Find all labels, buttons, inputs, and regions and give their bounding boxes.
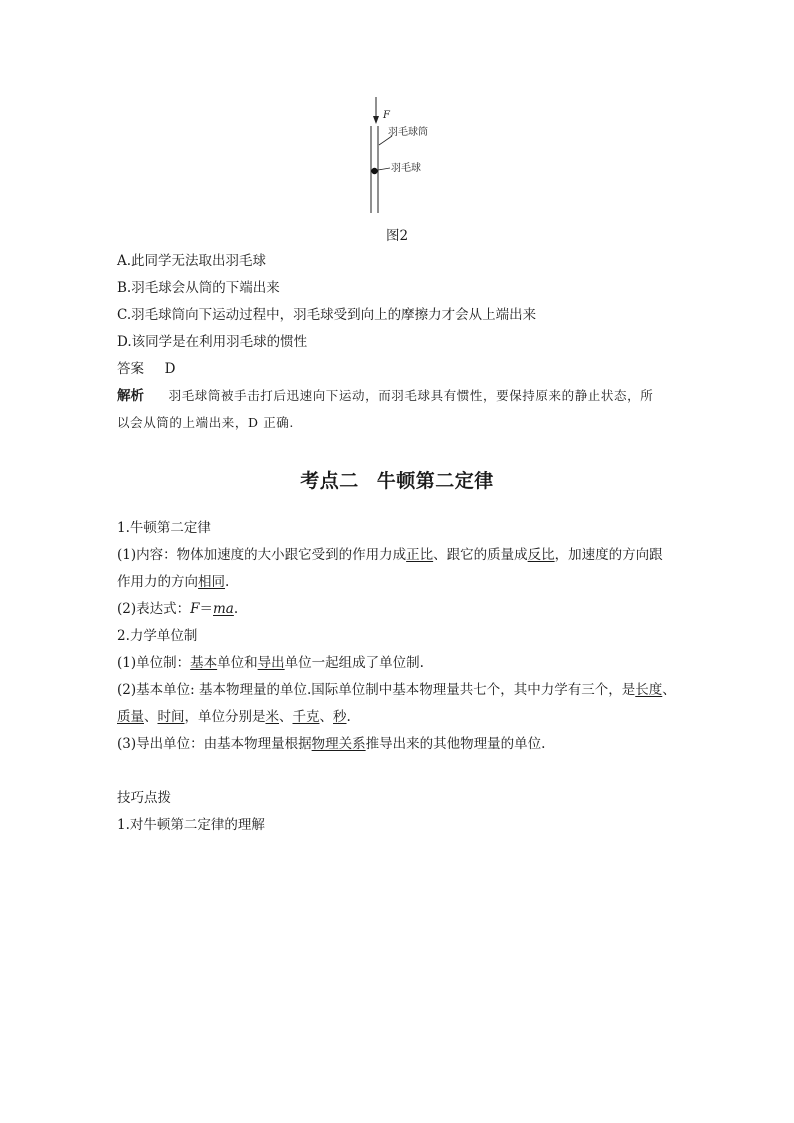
section-title [0, 466, 794, 493]
option-c: C.羽毛球筒向下运动过程中，羽毛球受到向上的摩擦力才会从上端出来 [117, 307, 537, 323]
item1-formula [117, 599, 238, 619]
blank-answer: 相同 [198, 574, 225, 590]
text-span: 、 [144, 709, 158, 725]
text-span: 作用力的方向 [117, 574, 198, 590]
text-span: 、跟它的质量成 [433, 547, 528, 563]
formula-symbol: ＝ [199, 601, 213, 617]
option-b: B.羽毛球会从筒的下端出来 [117, 280, 280, 296]
section-name: 牛顿第二定律 [376, 470, 494, 492]
text-span: . [346, 709, 351, 725]
force-arrow-head [373, 116, 379, 124]
text-span: (2)基本单位: 基本物理量的单位.国际单位制中基本物理量共七个，其中力学有三个，是 [117, 682, 636, 698]
text-span: 、 [319, 709, 333, 725]
option-a: A.此同学无法取出羽毛球 [117, 253, 267, 269]
answer-label: 答案 [117, 361, 144, 377]
text-span: ，单位分别是 [184, 709, 266, 725]
formula-symbol: F [190, 601, 200, 617]
text-span: (3)导出单位：由基本物理量根据 [117, 736, 312, 752]
text-span: . [225, 574, 230, 590]
blank-answer: ma [213, 601, 234, 617]
item2-line2 [117, 680, 676, 700]
text-span: 、 [279, 709, 293, 725]
shuttlecock-dot [371, 168, 377, 174]
item2-line4 [117, 734, 545, 754]
item2-title: 2.力学单位制 [117, 628, 198, 644]
blank-answer: 时间 [157, 709, 185, 725]
analysis-text-2: 以会从筒的上端出来，D 正确. [117, 415, 294, 430]
text-span: (1)单位制： [117, 655, 191, 671]
option-d: D.该同学是在利用羽毛球的惯性 [117, 334, 308, 350]
tips-item1: 1.对牛顿第二定律的理解 [117, 817, 265, 833]
force-label: F [383, 110, 390, 121]
analysis-text-1: 羽毛球筒被手击打后迅速向下运动，而羽毛球具有惯性，要保持原来的静止状态，所 [168, 388, 654, 403]
blank-answer: 基本 [190, 655, 218, 671]
blank-answer: 反比 [527, 547, 555, 563]
section-number: 考点二 [300, 470, 359, 492]
analysis-label: 解析 [117, 388, 144, 404]
blank-answer: 正比 [406, 547, 434, 563]
tube-label: 羽毛球筒 [388, 127, 428, 138]
text-span: . [233, 601, 239, 617]
answer-line [117, 359, 175, 379]
text-span: (2)表达式： [117, 601, 191, 617]
figure-caption: 图2 [385, 228, 409, 244]
ball-label-leader [378, 168, 390, 170]
item2-line3 [117, 707, 351, 727]
blank-answer: 米 [265, 709, 279, 725]
text-span: ，加速度的方向跟 [554, 547, 663, 563]
blank-answer: 物理关系 [311, 736, 366, 752]
blank-answer: 导出 [257, 655, 285, 671]
analysis-line-1 [117, 386, 653, 406]
text-span: 单位一起组成了单位制. [284, 655, 424, 671]
text-span: (1)内容：物体加速度的大小跟它受到的作用力成 [117, 547, 407, 563]
text-span: 推导出来的其他物理量的单位. [365, 736, 546, 752]
blank-answer: 千克 [292, 709, 320, 725]
blank-answer: 长度 [635, 682, 663, 698]
ball-label: 羽毛球 [391, 163, 421, 174]
badminton-tube-figure [0, 0, 794, 240]
tips-title: 技巧点拨 [117, 790, 171, 806]
item1-content-line1 [117, 545, 663, 565]
answer-value: D [164, 361, 176, 377]
text-span: 、 [662, 682, 676, 698]
item2-line1 [117, 653, 424, 673]
item1-title: 1.牛顿第二定律 [117, 520, 211, 536]
blank-answer: 秒 [333, 709, 347, 725]
item1-content-line2 [117, 572, 229, 592]
blank-answer: 质量 [117, 709, 144, 725]
text-span: 单位和 [217, 655, 258, 671]
